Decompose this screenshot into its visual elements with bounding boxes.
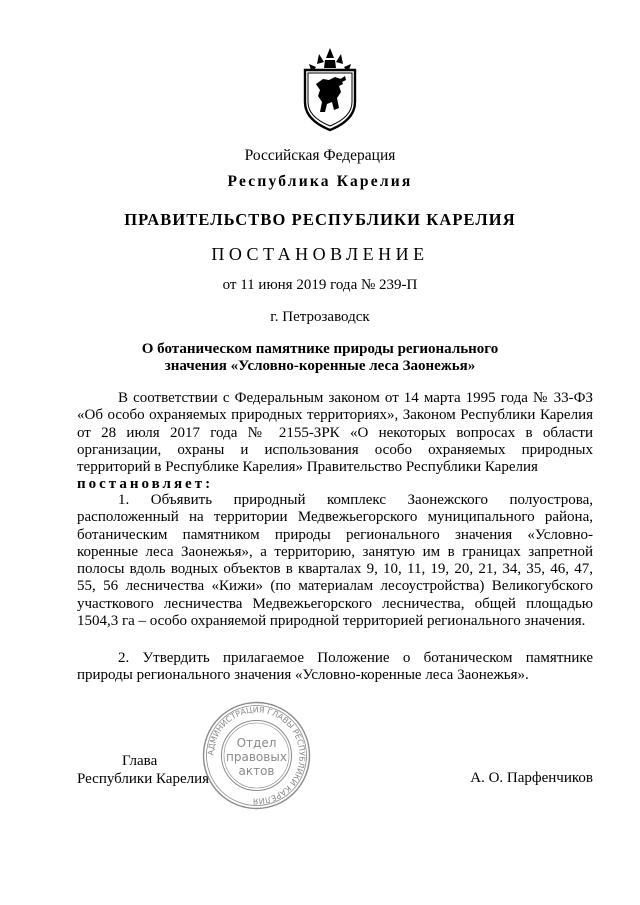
- signature-position-line2: Республики Карелия: [77, 771, 210, 787]
- document-type: ПОСТАНОВЛЕНИЕ: [211, 244, 429, 264]
- stamp-line3: актов: [238, 764, 275, 778]
- karelia-coat-of-arms-icon: [299, 46, 361, 132]
- item-1-text: 1. Объявить природный комплекс Заонежского полуострова, расположенный на территории Медвежьегорского муниципального района, ботаническим памятником природы регионального значения «Условно-коренные леса Заонежья», а территорию, занятую им в границах запретной полосы вдоль водных объектов в кварталах 9, 10, 11, 19, 20, 21, 34, 35, 46, 47, 55, 56 лесничества «Кижи» (по материалам лесоустройства) Великогубского участкового лесничества Медвежьегорского лесничества, общей площадью 1504,3 га – особо охраняемой природной территорией регионального значения.: [77, 492, 593, 630]
- signatory-name: А. О. Парфенчиков: [470, 770, 593, 786]
- signature-position: [77, 752, 209, 788]
- republic-name: Республика Карелия: [227, 173, 413, 190]
- item-2-paragraph: [77, 650, 593, 685]
- stamp-ring-text: АДМИНИСТРАЦИЯ ГЛАВЫ РЕСПУБЛИКИ КАРЕЛИЯ: [206, 705, 307, 806]
- document-title-line1: О ботаническом памятнике природы регионального: [141, 341, 499, 357]
- preamble-paragraph: [77, 390, 593, 494]
- document-title-line2: значения «Условно-коренные леса Заонежья»: [164, 358, 476, 374]
- signature-position-line1: Глава: [122, 753, 158, 769]
- preamble-text: В соответствии с Федеральным законом от 14 марта 1995 года № 33-ФЗ «Об особо охраняемых природных территориях», Законом Республики Карелия от 28 июля 2017 года № 2155-ЗРК «О некоторых вопросах в области организации, охраны и использования особо охраняемых природных территорий в Республике Карелия» Правительство Республики Карелия: [77, 390, 593, 476]
- official-stamp: [201, 700, 312, 811]
- stamp-line1: Отдел: [236, 736, 277, 750]
- item-1-paragraph: [77, 492, 593, 630]
- date-number: от 11 июня 2019 года № 239-П: [222, 277, 418, 293]
- decree-word: постановляет:: [77, 476, 214, 493]
- item-2-text: 2. Утвердить прилагаемое Положение о ботаническом памятнике природы регионального значения «Условно-коренные леса Заонежья».: [77, 650, 593, 684]
- government-name: ПРАВИТЕЛЬСТВО РЕСПУБЛИКИ КАРЕЛИЯ: [124, 210, 516, 229]
- document-title: [0, 341, 640, 375]
- country-name: Российская Федерация: [244, 147, 396, 164]
- stamp-line2: правовых: [226, 750, 287, 764]
- city: г. Петрозаводск: [270, 309, 370, 325]
